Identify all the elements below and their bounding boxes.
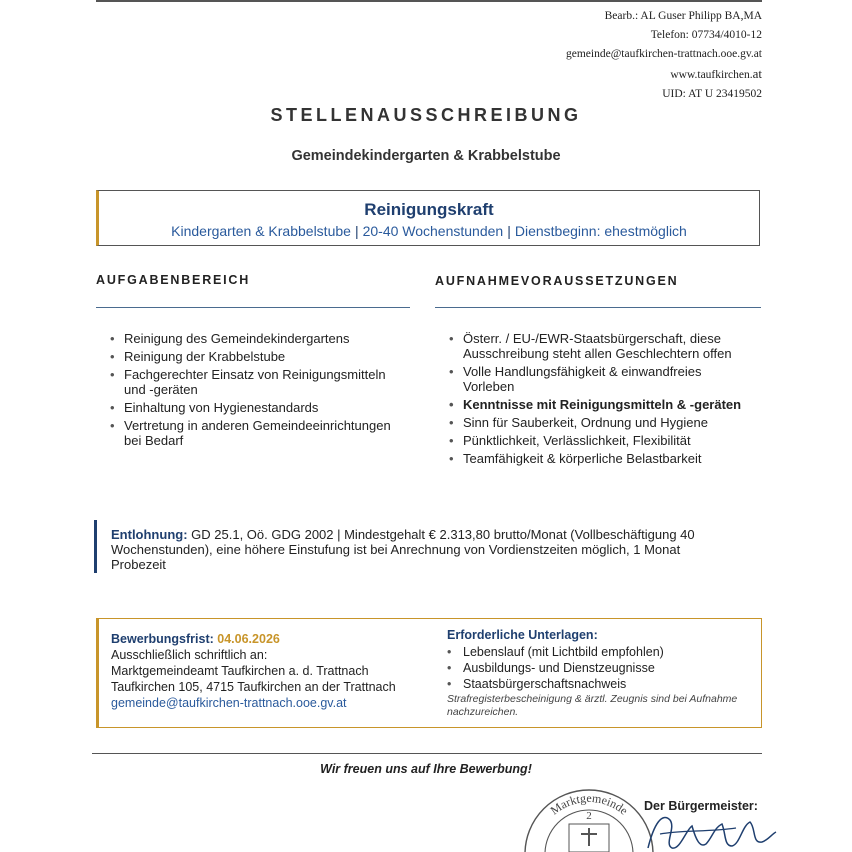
- page-title: STELLENAUSSCHREIBUNG: [270, 105, 582, 125]
- closing-line: Wir freuen uns auf Ihre Bewerbung!: [320, 762, 532, 776]
- list-item: • Vertretung in anderen Gemeindeeinrichtungen bei Bedarf: [110, 418, 410, 448]
- sender-info: [566, 7, 762, 104]
- list-item: • Ausbildungs- und Dienstzeugnisse: [447, 661, 747, 676]
- list-item: • Fachgerechter Einsatz von Reinigungsmitteln und -geräten: [110, 367, 410, 397]
- signer-label: Der Bürgermeister:: [644, 799, 758, 813]
- payment-details: GD 25.1, Oö. GDG 2002 | Mindestgehalt € 2.313,80 brutto/Monat (Vollbeschäftigung 40 Wochenstunden), eine höhere Einstufung ist bei Anrechnung von Vordienstzeiten möglich, 1 Monat Probezeit: [111, 527, 695, 572]
- telefon-line: Telefon: 07734/4010-12: [650, 29, 762, 41]
- application-box: [96, 618, 762, 728]
- deadline-date: 04.06.2026: [217, 632, 280, 646]
- list-item: • Staatsbürgerschaftsnachweis: [447, 677, 747, 692]
- application-info: [111, 631, 396, 711]
- tasks-heading: AUFGABENBEREICH: [96, 273, 251, 287]
- list-item: • Teamfähigkeit & körperliche Belastbarkeit: [449, 451, 749, 466]
- requirements-rule: [435, 307, 761, 308]
- job-start: Dienstbeginn: ehestmöglich: [514, 223, 687, 239]
- list-item: • Kenntnisse mit Reinigungsmitteln & -geräten: [449, 397, 749, 412]
- requirements-list: [449, 331, 749, 469]
- payment-text: [111, 520, 734, 573]
- application-email-link[interactable]: gemeinde@taufkirchen-trattnach.ooe.gv.at: [111, 696, 347, 710]
- address-line-3: Taufkirchen 105, 4715 Taufkirchen an der Trattnach: [111, 680, 396, 694]
- tasks-rule: [96, 307, 410, 308]
- separator: |: [354, 223, 359, 239]
- list-item: • Pünktlichkeit, Verlässlichkeit, Flexibilität: [449, 433, 749, 448]
- documents-note: Strafregisterbescheinigung & ärztl. Zeugnis sind bei Aufnahme nachzureichen.: [447, 693, 738, 718]
- tasks-list: [110, 331, 410, 451]
- stamp-text: Marktgemeinde: [547, 790, 631, 818]
- top-divider: [96, 0, 762, 2]
- uid-line: UID: AT U 23419502: [662, 88, 762, 100]
- documents-info: [447, 627, 747, 719]
- list-item: • Volle Handlungsfähigkeit & einwandfreies Vorleben: [449, 364, 749, 394]
- list-item: • Lebenslauf (mit Lichtbild empfohlen): [447, 645, 747, 660]
- cross-icon: [581, 828, 597, 846]
- email-line[interactable]: gemeinde@taufkirchen-trattnach.ooe.gv.at: [566, 48, 762, 60]
- website-line[interactable]: www.taufkirchen.at: [670, 66, 762, 81]
- address-line-1: Ausschließlich schriftlich an:: [111, 648, 268, 662]
- payment-block: [94, 520, 734, 573]
- job-title: Reinigungskraft: [364, 200, 494, 219]
- handwritten-signature: [640, 804, 780, 852]
- deadline-label: Bewerbungsfrist:: [111, 632, 214, 646]
- stamp-number: 2: [586, 810, 592, 822]
- list-item: • Reinigung des Gemeindekindergartens: [110, 331, 410, 346]
- bottom-divider: [92, 753, 762, 754]
- job-box: [96, 190, 760, 246]
- job-details: [99, 223, 759, 239]
- requirements-heading: AUFNAHMEVORAUSSETZUNGEN: [435, 274, 679, 288]
- address-line-2: Marktgemeindeamt Taufkirchen a. d. Trattnach: [111, 664, 369, 678]
- list-item: • Reinigung der Krabbelstube: [110, 349, 410, 364]
- list-item: • Einhaltung von Hygienestandards: [110, 400, 410, 415]
- job-place: Kindergarten & Krabbelstube: [171, 223, 351, 239]
- payment-label: Entlohnung:: [111, 527, 188, 542]
- job-hours: 20-40 Wochenstunden: [362, 223, 504, 239]
- list-item: • Sinn für Sauberkeit, Ordnung und Hygiene: [449, 415, 749, 430]
- documents-list: [447, 645, 747, 692]
- bearb-line: Bearb.: AL Guser Philipp BA,MA: [604, 10, 762, 22]
- list-item: • Österr. / EU-/EWR-Staatsbürgerschaft, diese Ausschreibung steht allen Geschlechtern offen: [449, 331, 749, 361]
- page-subtitle: Gemeindekindergarten & Krabbelstube: [291, 148, 561, 164]
- official-stamp: [515, 772, 655, 852]
- documents-label: Erforderliche Unterlagen:: [447, 628, 598, 642]
- separator: |: [507, 223, 511, 239]
